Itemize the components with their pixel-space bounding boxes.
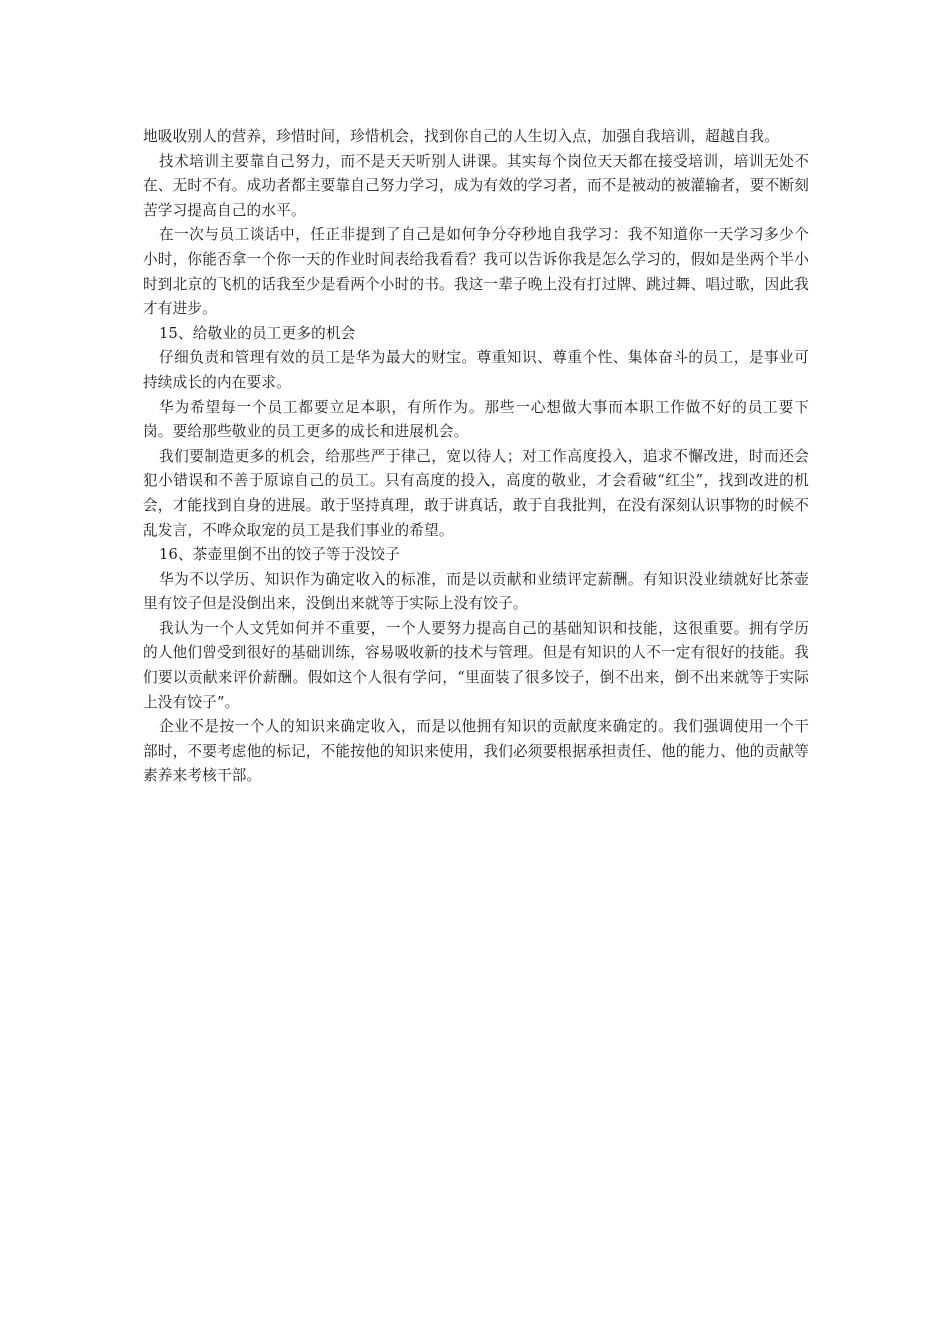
paragraph-stand-firm: 华为希望每一个员工都要立足本职，有所作为。那些一心想做大事而本职工作做不好的员工要下岗。要给那些敬业的员工更多的成长和进展机会。 [143,398,809,441]
paragraph-valuable-employees: 仔细负责和管理有效的员工是华为最大的财宝。尊重知识、尊重个性、集体奋斗的员工，是事业可持续成长的内在要求。 [143,349,809,391]
document-body [143,125,809,789]
paragraph-more-opportunities: 我们要制造更多的机会，给那些严于律己，宽以待人；对工作高度投入，追求不懈改进，时而还会犯小错误和不善于原谅自己的员工。只有高度的投入，高度的敬业，才会看破“红尘”，找到改进的机会，才能找到自身的进展。敢于坚持真理，敢于讲真话，敢于自我批判，在没有深刻认识事物的时候不乱发言，不哗众取宠的员工是我们事业的希望。 [143,447,809,539]
section-heading-15: 15、给敬业的员工更多的机会 [159,324,356,342]
paragraph-diploma: 我认为一个人文凭如何并不重要，一个人要努力提高自己的基础知识和技能，这很重要。拥有学历的人他们曾受到很好的基础训练，容易吸收新的技术与管理。但是有知识的人不一定有很好的技能。我们要以贡献来评价薪酬。假如这个人很有学问，“里面装了很多饺子，倒不出来，倒不出来就等于实际上没有饺子”。 [143,619,809,711]
paragraph-evaluate-cadres: 企业不是按一个人的知识来确定收入，而是以他拥有知识的贡献度来确定的。我们强调使用一个干部时，不要考虑他的标记，不能按他的知识来使用，我们必须要根据承担责任、他的能力、他的贡献等素养来考核干部。 [143,718,809,785]
paragraph-continuation: 地吸收别人的营养，珍惜时间，珍惜机会，找到你自己的人生切入点，加强自我培训，超越自我。 [143,128,780,145]
section-heading-16: 16、茶壶里倒不出的饺子等于没饺子 [159,546,400,564]
paragraph-contribution-pay: 华为不以学历、知识作为确定收入的标准，而是以贡献和业绩评定薪酬。有知识没业绩就好比茶壶里有饺子但是没倒出来，没倒出来就等于实际上没有饺子。 [143,570,809,613]
paragraph-technical-training: 技术培训主要靠自己努力，而不是天天听别人讲课。其实每个岗位天天都在接受培训，培训无处不在、无时不有。成功者都主要靠自己努力学习，成为有效的学习者，而不是被动的被灌输者，要不断刻苦学习提高自己的水平。 [143,152,809,219]
paragraph-self-study: 在一次与员工谈话中，任正非提到了自己是如何争分夺秒地自我学习：我不知道你一天学习多少个小时，你能否拿一个你一天的作业时间表给我看看？我可以告诉你我是怎么学习的，假如是坐两个半小时到北京的飞机的话我至少是看两个小时的书。我这一辈子晚上没有打过牌、跳过舞、唱过歌，因此我才有进步。 [143,226,809,318]
